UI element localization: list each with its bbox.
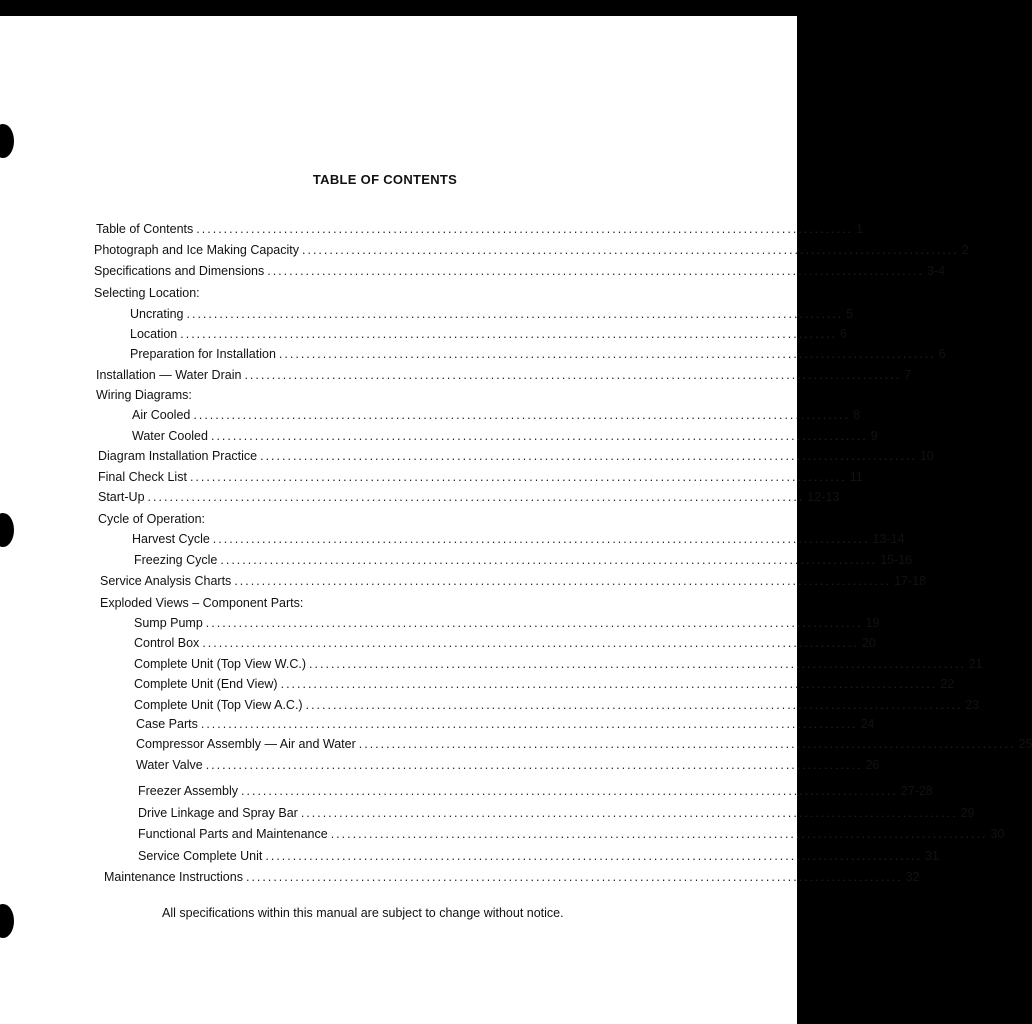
toc-entry-label: Start-Up [98, 490, 145, 504]
toc-entry [94, 286, 200, 300]
toc-entry-page-number: 30 [990, 827, 1005, 841]
toc-entry [100, 596, 303, 610]
toc-entry-label: Cycle of Operation: [98, 512, 205, 526]
toc-entry-label: Freezer Assembly [138, 784, 239, 798]
footnote: All specifications within this manual are subject to change without notice. [162, 906, 564, 920]
dot-leader: ........................................................................................................................ [205, 616, 863, 630]
toc-entry-label: Service Complete Unit [138, 849, 263, 863]
toc-entry [134, 553, 913, 567]
toc-entry-page-number: 23 [965, 698, 980, 712]
toc-entry [134, 616, 880, 630]
dot-leader: ........................................................................................................................ [205, 758, 863, 772]
toc-entry-label: Exploded Views – Component Parts: [100, 596, 304, 610]
toc-entry [98, 449, 934, 463]
toc-entry-label: Water Cooled [132, 429, 208, 443]
toc-entry-label: Diagram Installation Practice [98, 449, 258, 463]
toc-entry-page-number: 6 [938, 347, 946, 361]
toc-entry [94, 243, 969, 257]
toc-entry-page-number: 7 [904, 368, 912, 382]
toc-entry-page-number: 29 [960, 806, 975, 820]
toc-entry [138, 849, 940, 863]
dot-leader: ........................................................................................................................ [234, 574, 892, 588]
toc-entry-page-number: 32 [905, 870, 920, 884]
toc-entry-label: Control Box [134, 636, 200, 650]
toc-entry-page-number: 26 [865, 758, 880, 772]
toc-entry-label: Complete Unit (Top View A.C.) [134, 698, 303, 712]
toc-entry [130, 347, 946, 361]
toc-entry [104, 870, 920, 884]
toc-entry [98, 490, 840, 504]
toc-entry-page-number: 5 [846, 307, 854, 321]
toc-entry-label: Uncrating [130, 307, 184, 321]
toc-entry-label: Preparation for Installation [130, 347, 276, 361]
dot-leader: ........................................................................................................................ [300, 806, 958, 820]
toc-entry-page-number: 31 [925, 849, 940, 863]
toc-entry-label: Service Analysis Charts [100, 574, 232, 588]
toc-entry-label: Photograph and Ice Making Capacity [94, 243, 299, 257]
page-title: TABLE OF CONTENTS [312, 172, 458, 187]
toc-entry-page-number: 25 [1018, 737, 1032, 751]
dot-leader: ........................................................................................................................ [220, 553, 878, 567]
binder-hole [0, 124, 14, 158]
dot-leader: ........................................................................................................................ [265, 849, 923, 863]
toc-entry-page-number: 11 [849, 470, 863, 484]
toc-entry-label: Selecting Location: [94, 286, 200, 300]
toc-entry-label: Maintenance Instructions [104, 870, 243, 884]
toc-entry [138, 827, 1005, 841]
dot-leader: ........................................................................................................................ [210, 429, 868, 443]
toc-entry-label: Compressor Assembly — Air and Water [136, 737, 356, 751]
toc-entry-page-number: 27-28 [900, 784, 933, 798]
dot-leader: ........................................................................................................................ [241, 784, 898, 798]
toc-entry-label: Functional Parts and Maintenance [138, 827, 328, 841]
toc-entry-label: Location [130, 327, 178, 341]
toc-entry-page-number: 6 [840, 327, 847, 341]
toc-entry-label: Complete Unit (End View) [134, 677, 278, 691]
dot-leader: ........................................................................................................................ [278, 347, 936, 361]
dot-leader: ........................................................................................................................ [147, 490, 805, 504]
toc-entry-page-number: 10 [919, 449, 934, 463]
toc-entry-label: Wiring Diagrams: [96, 388, 192, 402]
binder-hole [0, 904, 14, 938]
toc-entry [134, 698, 980, 712]
toc-entry-page-number: 21 [968, 657, 983, 671]
toc-entry [134, 636, 876, 650]
toc-entry-label: Final Check List [98, 470, 187, 484]
toc-entry-page-number: 1 [856, 222, 863, 236]
toc-entry [136, 758, 880, 772]
toc-entry [130, 327, 847, 341]
dot-leader: ........................................................................................................................ [302, 243, 959, 257]
toc-entry [138, 784, 933, 798]
toc-entry [96, 368, 912, 382]
toc-entry-label: Harvest Cycle [132, 532, 210, 546]
dot-leader: ........................................................................................................................ [200, 717, 858, 731]
toc-entry [134, 677, 955, 691]
toc-entry [138, 806, 975, 820]
toc-entry [100, 574, 927, 588]
toc-entry [136, 717, 875, 731]
toc-entry [134, 657, 983, 671]
toc-entry-label: Specifications and Dimensions [94, 264, 265, 278]
toc-entry-label: Water Valve [136, 758, 203, 772]
toc-entry [98, 512, 205, 526]
toc-entry-page-number: 2 [961, 243, 969, 257]
toc-entry [130, 307, 854, 321]
dot-leader: ........................................................................................................................ [180, 327, 838, 341]
toc-entry-page-number: 17-18 [894, 574, 927, 588]
dot-leader: ........................................................................................................................ [358, 737, 1016, 751]
toc-entry [96, 222, 863, 236]
dot-leader: ........................................................................................................................ [189, 470, 847, 484]
toc-entry-label: Drive Linkage and Spray Bar [138, 806, 298, 820]
toc-entry-label: Table of Contents [96, 222, 194, 236]
dot-leader: ........................................................................................................................ [260, 449, 917, 463]
toc-entry-page-number: 20 [862, 636, 876, 650]
dot-leader: ........................................................................................................................ [280, 677, 938, 691]
toc-entry-label: Case Parts [136, 717, 198, 731]
dot-leader: ........................................................................................................................ [202, 636, 860, 650]
dot-leader: ........................................................................................................................ [267, 264, 924, 278]
dot-leader: ........................................................................................................................ [193, 408, 851, 422]
binder-hole [0, 513, 14, 547]
toc-entry-page-number: 22 [940, 677, 955, 691]
toc-entry [136, 737, 1032, 751]
toc-entry-page-number: 9 [870, 429, 878, 443]
toc-entry-label: Complete Unit (Top View W.C.) [134, 657, 307, 671]
toc-entry-page-number: 3-4 [926, 264, 946, 278]
toc-entry-label: Installation — Water Drain [96, 368, 242, 382]
toc-entry-page-number: 15-16 [880, 553, 913, 567]
toc-entry-label: Freezing Cycle [134, 553, 218, 567]
toc-entry-label: Sump Pump [134, 616, 203, 630]
dot-leader: ........................................................................................................................ [330, 827, 988, 841]
dot-leader: ........................................................................................................................ [305, 698, 963, 712]
toc-entry [132, 532, 905, 546]
dot-leader: ........................................................................................................................ [245, 870, 903, 884]
dot-leader: ........................................................................................................................ [309, 657, 966, 671]
toc-entry-page-number: 19 [865, 616, 880, 630]
dot-leader: ........................................................................................................................ [212, 532, 870, 546]
dot-leader: ........................................................................................................................ [196, 222, 854, 236]
toc-entry-page-number: 12-13 [807, 490, 840, 504]
toc-entry-page-number: 13-14 [872, 532, 905, 546]
dot-leader: ........................................................................................................................ [244, 368, 902, 382]
toc-entry [94, 264, 946, 278]
toc-entry [96, 388, 192, 402]
toc-entry [132, 408, 861, 422]
toc-entry [132, 429, 878, 443]
toc-entry [98, 470, 863, 484]
toc-entry-page-number: 24 [860, 717, 875, 731]
toc-entry-label: Air Cooled [132, 408, 191, 422]
toc-entry-page-number: 8 [853, 408, 861, 422]
dot-leader: ........................................................................................................................ [186, 307, 844, 321]
